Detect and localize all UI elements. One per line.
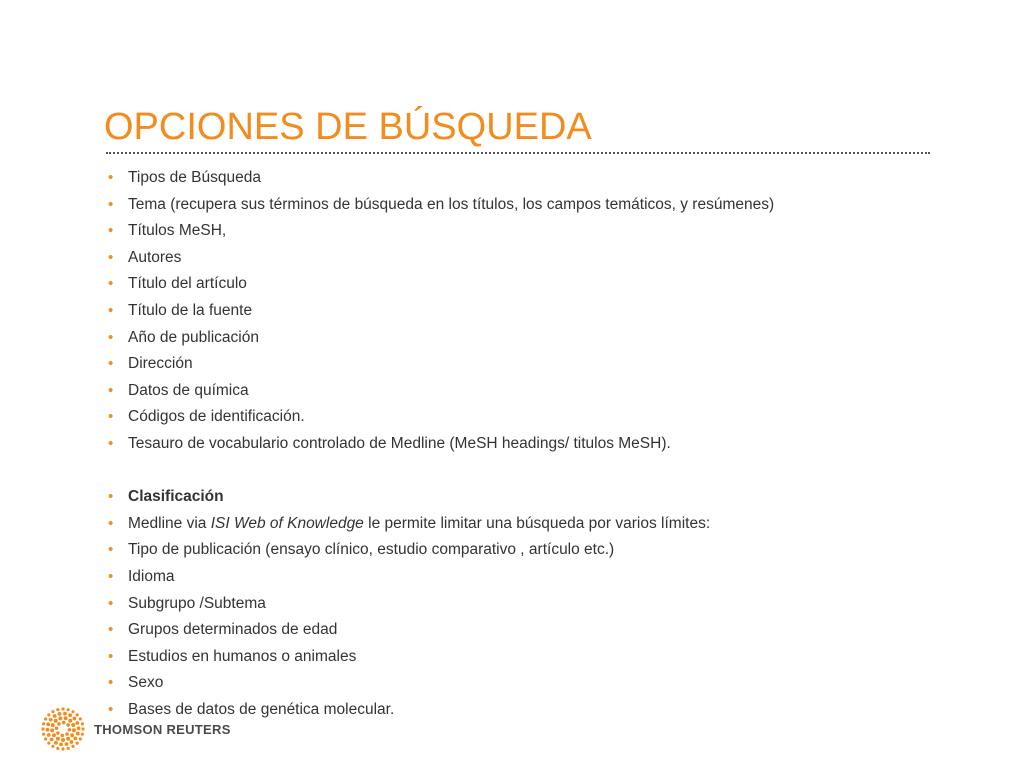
logo-dot	[50, 738, 54, 742]
list-item-text: Idioma	[128, 567, 175, 585]
logo-dot	[51, 723, 55, 727]
list-item-text: Tema (recupera sus términos de búsqueda en los títulos, los campos temáticos, y resúmenes)	[128, 195, 775, 213]
logo-dot	[42, 733, 45, 736]
logo-dot	[56, 747, 59, 750]
logo-dot	[47, 713, 50, 716]
text-before: Medline via	[128, 514, 211, 532]
bullet-icon: •	[108, 541, 114, 559]
list-item	[108, 431, 968, 458]
logo-dot	[63, 712, 67, 716]
logo-dot	[71, 723, 75, 727]
list-item	[108, 218, 968, 245]
list-item-text: Tipos de Búsqueda	[128, 169, 261, 186]
logo-dot	[54, 719, 58, 723]
logo-dot	[47, 742, 50, 745]
list-item	[108, 351, 968, 378]
logo-dot	[68, 713, 72, 717]
bullet-icon: •	[108, 408, 114, 426]
logo-dot	[59, 742, 63, 746]
list-item-text: Año de publicación	[128, 328, 259, 346]
list-item-text: Sexo	[128, 674, 164, 692]
list-item	[108, 511, 968, 538]
logo-dot	[65, 732, 69, 736]
logo-dot	[55, 726, 59, 730]
logo-dot	[79, 717, 82, 720]
bullet-icon: •	[108, 355, 114, 373]
list-item-heading	[108, 484, 968, 511]
bullet-icon: •	[108, 275, 114, 293]
logo-dot	[81, 733, 84, 736]
list-item	[108, 298, 968, 325]
text-after: le permite limitar una búsqueda por varios límites:	[363, 514, 711, 532]
logo-dot	[49, 718, 53, 722]
bullet-icon: •	[108, 301, 114, 319]
list-item	[108, 591, 968, 618]
logo-dot	[71, 710, 74, 713]
logo-dot	[61, 707, 64, 710]
logo-dot	[50, 728, 54, 732]
logo-dot	[72, 717, 76, 721]
bullet-icon: •	[108, 674, 114, 692]
bullet-icon: •	[108, 434, 114, 452]
list-item-text: Grupos determinados de edad	[128, 621, 338, 639]
list-item	[108, 192, 968, 219]
logo-dot	[81, 727, 84, 730]
list-item-text: Datos de química	[128, 381, 249, 399]
logo-dot	[57, 722, 61, 726]
logo-dot	[58, 712, 62, 716]
list-item-text: Tesauro de vocabulario controlado de Medline (MeSH headings/ titulos MeSH).	[128, 434, 671, 452]
bullet-icon: •	[108, 248, 114, 266]
list-spacer	[108, 458, 968, 485]
logo-dot	[79, 737, 82, 740]
list-item	[108, 165, 968, 192]
logo-dot	[51, 710, 54, 713]
list-item-text: Clasificación	[128, 488, 224, 506]
list-item	[108, 271, 968, 298]
logo-dot	[64, 716, 68, 720]
logo-dot	[66, 723, 70, 727]
logo-dot	[58, 716, 62, 720]
list-item-text: Estudios en humanos o animales	[128, 647, 357, 665]
logo-dot	[51, 745, 54, 748]
list-item	[108, 697, 968, 724]
logo-dot	[67, 708, 70, 711]
list-item	[108, 245, 968, 272]
product-name: ISI Web of Knowledge	[210, 514, 364, 532]
list-item	[108, 617, 968, 644]
list-item	[108, 564, 968, 591]
bullet-icon: •	[108, 222, 114, 240]
list-item-text: Dirección	[128, 355, 193, 373]
logo-dot	[62, 721, 66, 725]
list-item	[108, 325, 968, 352]
logo-dot	[42, 722, 45, 725]
bullet-icon: •	[108, 647, 114, 665]
logo-dot	[44, 737, 47, 740]
thomson-reuters-logo	[40, 706, 231, 752]
bullet-icon: •	[108, 514, 114, 532]
bullet-icon: •	[108, 700, 114, 718]
list-item-text: Subgrupo /Subtema	[128, 594, 266, 612]
bullet-icon: •	[108, 567, 114, 585]
logo-dot	[73, 736, 77, 740]
logo-text: THOMSON REUTERS	[94, 721, 231, 737]
list-item-text: Códigos de identificación.	[128, 408, 305, 426]
slide-title: OPCIONES DE BÚSQUEDA	[104, 106, 592, 148]
title-divider	[106, 152, 930, 154]
logo-dot	[47, 733, 51, 737]
logo-dot	[56, 737, 60, 741]
logo-dot	[46, 723, 50, 727]
logo-dot	[70, 740, 74, 744]
list-item	[108, 378, 968, 405]
bullet-icon: •	[108, 594, 114, 612]
logo-dot	[68, 728, 72, 732]
bullet-icon: •	[108, 195, 114, 213]
bullet-icon: •	[108, 621, 114, 639]
list-item-text	[128, 515, 710, 532]
list-item-text: Título del artículo	[128, 275, 247, 293]
list-item-text: Bases de datos de genética molecular.	[128, 700, 395, 718]
list-item	[108, 404, 968, 431]
bullet-list	[108, 165, 968, 723]
logo-dot	[81, 722, 84, 725]
logo-dot	[76, 742, 79, 745]
logo-dot	[60, 734, 64, 738]
logo-dot	[44, 717, 47, 720]
logo-dot	[53, 714, 57, 718]
logo-dot	[52, 733, 56, 737]
logo-dot	[71, 745, 74, 748]
list-item-text: Título de la fuente	[128, 301, 253, 319]
bullet-icon: •	[108, 488, 114, 506]
logo-dot	[72, 728, 76, 732]
thomson-reuters-dot-sphere-icon	[40, 706, 86, 752]
logo-dot	[76, 713, 79, 716]
list-item-text: Tipo de publicación (ensayo clínico, estudio comparativo , artículo etc.)	[128, 541, 615, 559]
list-item	[108, 644, 968, 671]
bullet-icon: •	[108, 328, 114, 346]
logo-dot	[77, 726, 81, 730]
logo-dot	[70, 733, 74, 737]
list-item	[108, 537, 968, 564]
logo-dot	[67, 747, 70, 750]
logo-dot	[61, 747, 64, 750]
logo-dot	[56, 731, 60, 735]
bullet-icon: •	[108, 381, 114, 399]
logo-dot	[66, 737, 70, 741]
logo-dot	[46, 728, 50, 732]
logo-dot	[56, 708, 59, 711]
list-item-text: Autores	[128, 248, 182, 266]
list-item-text: Títulos MeSH,	[128, 222, 227, 240]
logo-dot	[61, 738, 65, 742]
logo-dot	[76, 732, 80, 736]
logo-dot	[75, 721, 79, 725]
list-item	[108, 670, 968, 697]
logo-dot	[65, 742, 69, 746]
logo-dot	[68, 719, 72, 723]
logo-dot	[41, 727, 44, 730]
bullet-icon: •	[108, 169, 114, 186]
logo-dot	[54, 741, 58, 745]
